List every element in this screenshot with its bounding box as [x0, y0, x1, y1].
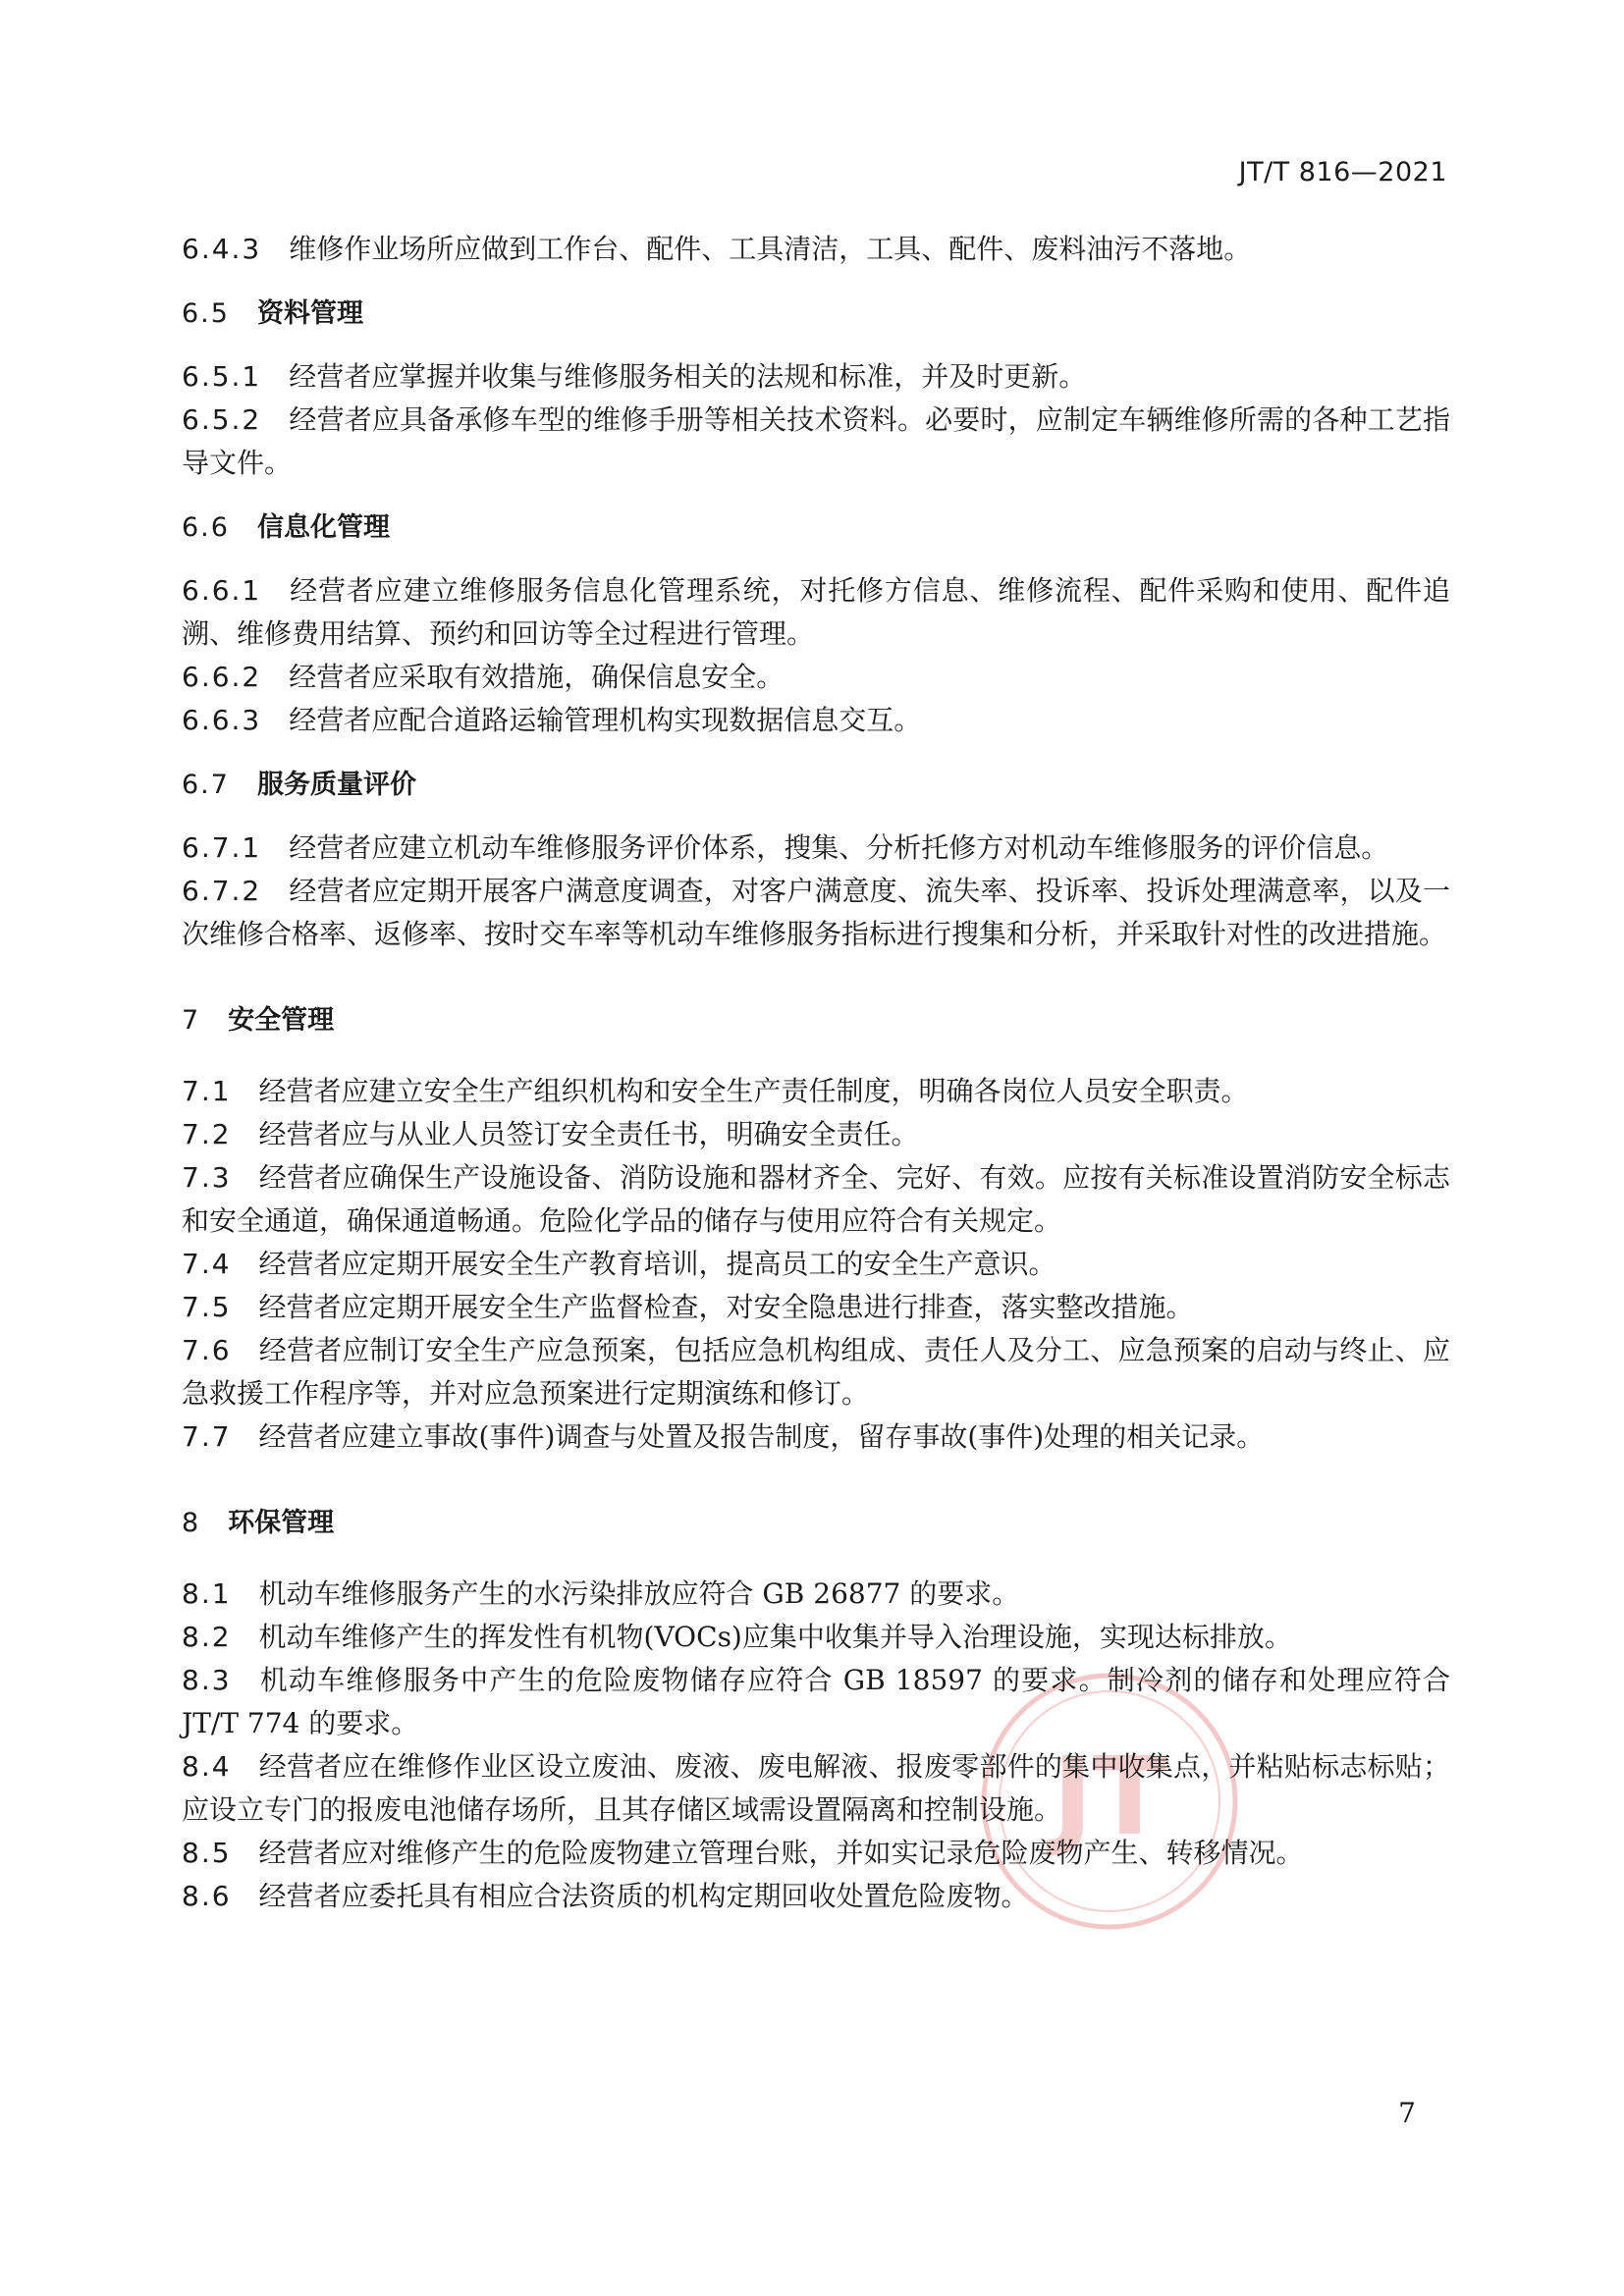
- document-body: [182, 228, 1450, 1918]
- clause-6-5-2: 6.5.2 经营者应具备承修车型的维修手册等相关技术资料。必要时，应制定车辆维修所需的各种工艺指导文件。: [182, 403, 1450, 479]
- clause-8-6: 8.6 经营者应委托具有相应合法资质的机构定期回收处置危险废物。: [182, 1880, 1029, 1912]
- clause-6-6-1: 6.6.1 经营者应建立维修服务信息化管理系统，对托修方信息、维修流程、配件采购和使用、配件追溯、维修费用结算、预约和回访等全过程进行管理。: [182, 574, 1450, 650]
- clause-8-2: 8.2 机动车维修产生的挥发性有机物(VOCs)应集中收集并导入治理设施，实现达标排放。: [182, 1621, 1292, 1653]
- clause-7-7: 7.7 经营者应建立事故(事件)调查与处置及报告制度，留存事故(事件)处理的相关记录。: [182, 1420, 1265, 1453]
- section-6-7-heading: 6.7 服务质量评价: [182, 770, 416, 800]
- clause-7-6: 7.6 经营者应制订安全生产应急预案，包括应急机构组成、责任人及分工、应急预案的启动与终止、应急救援工作程序等，并对应急预案进行定期演练和修订。: [182, 1334, 1450, 1410]
- clause-7-3: 7.3 经营者应确保生产设施设备、消防设施和器材齐全、完好、有效。应按有关标准设置消防安全标志和安全通道，确保通道畅通。危险化学品的储存与使用应符合有关规定。: [182, 1161, 1450, 1237]
- standard-code: JT/T 816—2021: [1238, 157, 1447, 187]
- clause-8-1: 8.1 机动车维修服务产生的水污染排放应符合 GB 26877 的要求。: [182, 1577, 1020, 1610]
- clause-6-6-3: 6.6.3 经营者应配合道路运输管理机构实现数据信息交互。: [182, 704, 922, 736]
- page-number: 7: [1398, 2097, 1416, 2129]
- section-6-6-heading: 6.6 信息化管理: [182, 512, 390, 543]
- clause-6-7-2: 6.7.2 经营者应定期开展客户满意度调查，对客户满意度、流失率、投诉率、投诉处理满意率，以及一次维修合格率、返修率、按时交车率等机动车维修服务指标进行搜集和分析，并采取针对性的改进措施。: [182, 875, 1450, 950]
- section-7-heading: 7 安全管理: [182, 1005, 335, 1036]
- clause-8-4: 8.4 经营者应在维修作业区设立废油、废液、废电解液、报废零部件的集中收集点，并粘贴标志标贴；应设立专门的报废电池储存场所，且其存储区域需设置隔离和控制设施。: [182, 1750, 1450, 1826]
- clause-7-4: 7.4 经营者应定期开展安全生产教育培训，提高员工的安全生产意识。: [182, 1248, 1056, 1280]
- svg-text:JT: JT: [1053, 1734, 1166, 1859]
- clause-6-7-1: 6.7.1 经营者应建立机动车维修服务评价体系，搜集、分析托修方对机动车维修服务的评价信息。: [182, 831, 1389, 864]
- section-6-5-heading: 6.5 资料管理: [182, 298, 363, 329]
- clause-7-2: 7.2 经营者应与从业人员签订安全责任书，明确安全责任。: [182, 1118, 919, 1150]
- clause-6-5-1: 6.5.1 经营者应掌握并收集与维修服务相关的法规和标准，并及时更新。: [182, 360, 1087, 393]
- clause-7-5: 7.5 经营者应定期开展安全生产监督检查，对安全隐患进行排查，落实整改措施。: [182, 1291, 1194, 1323]
- clause-6-6-2: 6.6.2 经营者应采取有效措施，确保信息安全。: [182, 661, 785, 693]
- clause-7-1: 7.1 经营者应建立安全生产组织机构和安全生产责任制度，明确各岗位人员安全职责。: [182, 1075, 1249, 1107]
- clause-8-3: 8.3 机动车维修服务中产生的危险废物储存应符合 GB 18597 的要求。制冷剂的储存和处理应符合 JT/T 774 的要求。: [182, 1664, 1450, 1739]
- clause-6-4-3: 6.4.3 维修作业场所应做到工作台、配件、工具清洁，工具、配件、废料油污不落地。: [182, 233, 1252, 265]
- clause-8-5: 8.5 经营者应对维修产生的危险废物建立管理台账，并如实记录危险废物产生、转移情况。: [182, 1837, 1304, 1869]
- section-8-heading: 8 环保管理: [182, 1508, 335, 1538]
